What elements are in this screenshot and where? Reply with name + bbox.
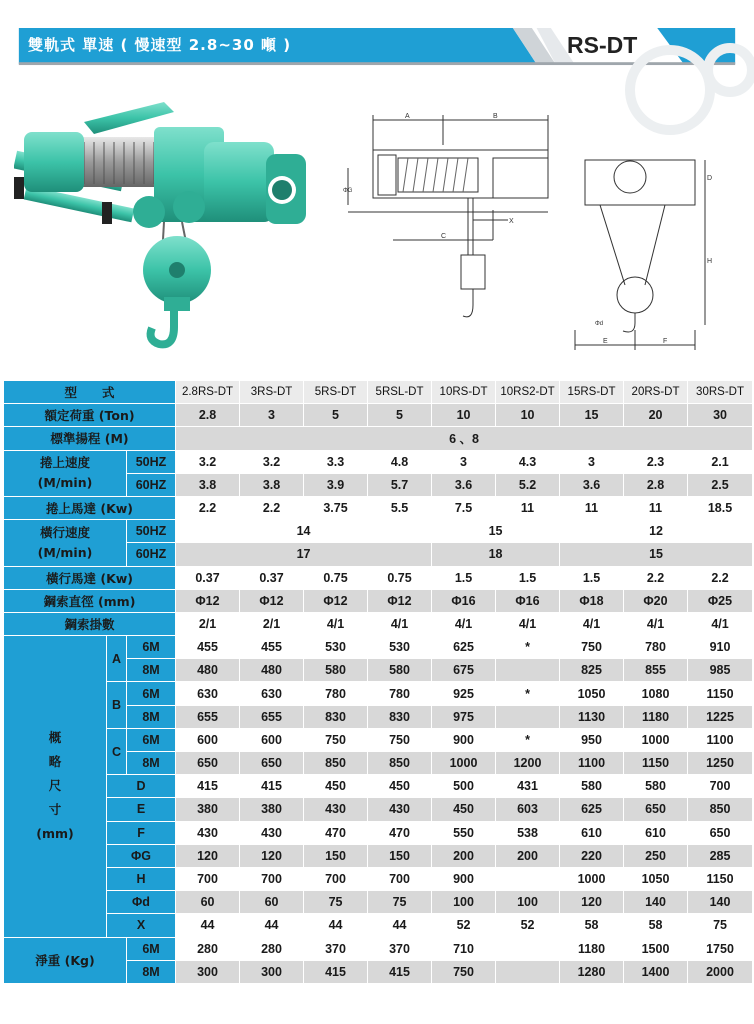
table-row (4, 682, 753, 705)
value-cell: 1250 (688, 752, 753, 775)
dim-letter: ΦG (107, 844, 176, 867)
value-cell: 655 (240, 705, 304, 728)
value-cell: 4.3 (496, 450, 560, 473)
value-cell: 1000 (432, 752, 496, 775)
value-cell (496, 705, 560, 728)
value-cell: 4/1 (304, 612, 368, 635)
value-cell: 11 (624, 496, 688, 519)
value-cell: 44 (176, 914, 240, 937)
model-name: 20RS-DT (624, 381, 688, 404)
value-cell: 431 (496, 775, 560, 798)
value-cell: Φ18 (560, 589, 624, 612)
dim-letter: X (107, 914, 176, 937)
value-cell: 975 (432, 705, 496, 728)
value-cell: 120 (240, 844, 304, 867)
value-cell: 2/1 (176, 612, 240, 635)
value-cell: 600 (240, 728, 304, 751)
value-cell: 5.5 (368, 496, 432, 519)
value-cell: 1050 (624, 867, 688, 890)
value-cell: 60 (240, 891, 304, 914)
table-row (4, 450, 753, 473)
value-cell: 370 (368, 937, 432, 960)
length-label: 6M (127, 937, 176, 960)
value-cell: 900 (432, 728, 496, 751)
value-cell: 500 (432, 775, 496, 798)
table-row (4, 891, 753, 914)
value-cell: 0.37 (176, 566, 240, 589)
value-cell (496, 867, 560, 890)
value-cell: 5 (304, 404, 368, 427)
value-cell: 780 (624, 636, 688, 659)
value-cell: 15 (432, 520, 560, 543)
value-cell: 415 (240, 775, 304, 798)
value-cell: Φ12 (240, 589, 304, 612)
value-cell (496, 659, 560, 682)
row-label: 橫行速度 (M/min) (4, 520, 127, 566)
value-cell: 4/1 (624, 612, 688, 635)
value-cell: 430 (176, 821, 240, 844)
table-row (4, 798, 753, 821)
value-cell: 650 (240, 752, 304, 775)
value-cell: 630 (240, 682, 304, 705)
dim-label-d: D (707, 175, 713, 182)
value-cell: 630 (176, 682, 240, 705)
value-cell: 750 (560, 636, 624, 659)
dim-letter: A (107, 636, 127, 682)
value-cell (496, 937, 560, 960)
value-cell: 2.8 (176, 404, 240, 427)
table-row (4, 589, 753, 612)
value-cell: 140 (624, 891, 688, 914)
value-cell: 1000 (624, 728, 688, 751)
value-cell: 650 (624, 798, 688, 821)
value-cell: 3 (240, 404, 304, 427)
front-view-diagram (565, 145, 715, 355)
value-cell: 415 (368, 960, 432, 983)
dim-label-phig: ΦG (343, 188, 353, 194)
value-cell: 2/1 (240, 612, 304, 635)
value-cell: 415 (304, 960, 368, 983)
value-cell: 830 (304, 705, 368, 728)
value-cell: 850 (688, 798, 753, 821)
value-cell: 650 (176, 752, 240, 775)
table-row (4, 404, 753, 427)
value-cell: 415 (176, 775, 240, 798)
value-cell: 1150 (624, 752, 688, 775)
hz-label: 50HZ (127, 450, 176, 473)
value-cell: 2.2 (240, 496, 304, 519)
value-cell: 2000 (688, 960, 753, 983)
value-cell: 11 (496, 496, 560, 519)
value-cell: 44 (240, 914, 304, 937)
value-cell: 1000 (560, 867, 624, 890)
value-cell: 455 (176, 636, 240, 659)
value-cell: 1050 (560, 682, 624, 705)
row-label: 淨重 (Kg) (4, 937, 127, 983)
value-cell: 700 (688, 775, 753, 798)
value-cell: 610 (624, 821, 688, 844)
value-cell: Φ12 (304, 589, 368, 612)
table-row (4, 566, 753, 589)
value-cell: 75 (368, 891, 432, 914)
value-cell: 140 (688, 891, 753, 914)
value-cell: 1280 (560, 960, 624, 983)
table-row (4, 427, 753, 450)
value-cell: 1100 (688, 728, 753, 751)
value-cell: 100 (432, 891, 496, 914)
value-cell: 1.5 (560, 566, 624, 589)
value-cell: 825 (560, 659, 624, 682)
value-cell: 300 (240, 960, 304, 983)
value-cell: 700 (176, 867, 240, 890)
value-cell: 300 (176, 960, 240, 983)
value-cell: 4/1 (560, 612, 624, 635)
value-cell: 0.37 (240, 566, 304, 589)
value-cell: 52 (432, 914, 496, 937)
value-cell: 7.5 (432, 496, 496, 519)
model-name: 3RS-DT (240, 381, 304, 404)
model-name: 10RS2-DT (496, 381, 560, 404)
value-cell: 0.75 (368, 566, 432, 589)
length-label: 8M (127, 659, 176, 682)
value-cell: 18.5 (688, 496, 753, 519)
value-cell: 120 (176, 844, 240, 867)
value-cell: 700 (240, 867, 304, 890)
model-code: RS-DT (567, 32, 638, 58)
row-label: 橫行馬達 (Kw) (4, 566, 176, 589)
value-cell: Φ16 (496, 589, 560, 612)
value-cell: 4.8 (368, 450, 432, 473)
value-cell: 750 (368, 728, 432, 751)
length-label: 8M (127, 705, 176, 728)
value-cell: 1150 (688, 867, 753, 890)
table-row (4, 728, 753, 751)
value-cell: 580 (624, 775, 688, 798)
table-row (4, 914, 753, 937)
value-cell: 2.3 (624, 450, 688, 473)
row-label: 鋼索直徑 (mm) (4, 589, 176, 612)
value-cell: 600 (176, 728, 240, 751)
table-row (4, 844, 753, 867)
length-label: 6M (127, 682, 176, 705)
value-cell: 530 (304, 636, 368, 659)
value-cell: 2.2 (688, 566, 753, 589)
value-cell: 3 (560, 450, 624, 473)
value-cell: 75 (304, 891, 368, 914)
value-cell: 603 (496, 798, 560, 821)
model-label: 型 式 (4, 381, 176, 404)
value-cell: 780 (368, 682, 432, 705)
value-cell: 530 (368, 636, 432, 659)
value-cell: 100 (496, 891, 560, 914)
dim-letter: D (107, 775, 176, 798)
value-cell: 480 (240, 659, 304, 682)
value-cell: 60 (176, 891, 240, 914)
dimension-label: 概 略 尺 寸 (mm) (4, 636, 107, 937)
value-cell: 2.5 (688, 473, 753, 496)
table-row (4, 775, 753, 798)
value-cell: 10 (432, 404, 496, 427)
value-cell: 3 (432, 450, 496, 473)
value-cell: 380 (240, 798, 304, 821)
value-cell: 5.7 (368, 473, 432, 496)
value-cell: 17 (176, 543, 432, 566)
page-title: 雙軌式 單速 ( 慢速型 2.8~30 噸 ) (28, 36, 292, 54)
value-cell: 625 (432, 636, 496, 659)
value-cell: * (496, 636, 560, 659)
dim-label-x: X (509, 218, 514, 225)
value-cell: 200 (432, 844, 496, 867)
dim-letter: F (107, 821, 176, 844)
row-label: 捲上馬達 (Kw) (4, 496, 176, 519)
value-cell: 3.8 (176, 473, 240, 496)
value-cell: 900 (432, 867, 496, 890)
value-cell: 3.8 (240, 473, 304, 496)
row-label: 捲上速度 (M/min) (4, 450, 127, 496)
value-cell: 700 (304, 867, 368, 890)
dim-label-a: A (405, 113, 410, 120)
value-cell: 5.2 (496, 473, 560, 496)
value-cell: 44 (368, 914, 432, 937)
side-view-diagram (343, 110, 558, 335)
value-cell: 15 (560, 404, 624, 427)
value-cell: 18 (432, 543, 560, 566)
value-cell: 280 (240, 937, 304, 960)
value-cell: 450 (304, 775, 368, 798)
value-cell: 455 (240, 636, 304, 659)
value-cell: 430 (368, 798, 432, 821)
value-cell: 1750 (688, 937, 753, 960)
value-cell: 925 (432, 682, 496, 705)
value-cell: 220 (560, 844, 624, 867)
value-cell: 3.75 (304, 496, 368, 519)
value-cell: 58 (560, 914, 624, 937)
value-cell: 850 (368, 752, 432, 775)
value-cell: 750 (432, 960, 496, 983)
value-cell: 10 (496, 404, 560, 427)
value-cell: 3.9 (304, 473, 368, 496)
value-cell: * (496, 728, 560, 751)
value-cell (496, 960, 560, 983)
value-cell: 710 (432, 937, 496, 960)
value-cell: * (496, 682, 560, 705)
value-cell: 910 (688, 636, 753, 659)
value-cell: 52 (496, 914, 560, 937)
value-cell: 3.2 (176, 450, 240, 473)
value-cell: 580 (368, 659, 432, 682)
value-cell: 675 (432, 659, 496, 682)
value-cell: 655 (176, 705, 240, 728)
dim-label-phid: Φd (595, 321, 604, 327)
value-cell: 15 (560, 543, 753, 566)
value-cell: 4/1 (368, 612, 432, 635)
value-cell: 830 (368, 705, 432, 728)
table-row (4, 381, 753, 404)
length-label: 6M (127, 636, 176, 659)
value-cell: 4/1 (432, 612, 496, 635)
value-cell: 2.8 (624, 473, 688, 496)
value-cell: 2.2 (624, 566, 688, 589)
model-name: 5RS-DT (304, 381, 368, 404)
value-cell: 14 (176, 520, 432, 543)
value-cell: 1500 (624, 937, 688, 960)
value-cell: 200 (496, 844, 560, 867)
value-cell: 58 (624, 914, 688, 937)
value-cell: 11 (560, 496, 624, 519)
length-label: 8M (127, 960, 176, 983)
value-cell: 1225 (688, 705, 753, 728)
value-cell: 1.5 (496, 566, 560, 589)
value-cell: 1080 (624, 682, 688, 705)
dim-label-h: H (707, 258, 713, 265)
value-cell: Φ12 (368, 589, 432, 612)
value-cell: 750 (304, 728, 368, 751)
length-label: 8M (127, 752, 176, 775)
value-cell: 44 (304, 914, 368, 937)
gear-watermark-icon (560, 40, 754, 160)
row-label: 額定荷重 (Ton) (4, 404, 176, 427)
value-cell: 610 (560, 821, 624, 844)
value-cell: 650 (688, 821, 753, 844)
value-cell: 3.2 (240, 450, 304, 473)
value-cell: Φ16 (432, 589, 496, 612)
spec-table (3, 380, 753, 984)
value-cell: Φ20 (624, 589, 688, 612)
value-cell: 538 (496, 821, 560, 844)
hz-label: 60HZ (127, 543, 176, 566)
value-cell: 2.2 (176, 496, 240, 519)
value-cell: 985 (688, 659, 753, 682)
value-cell: 625 (560, 798, 624, 821)
value-cell: 1130 (560, 705, 624, 728)
value-cell: 285 (688, 844, 753, 867)
hoist-photo (14, 92, 314, 354)
model-name: 10RS-DT (432, 381, 496, 404)
table-row (4, 937, 753, 960)
value-cell: 5 (368, 404, 432, 427)
value-cell: 580 (560, 775, 624, 798)
dim-label-f: F (663, 338, 668, 345)
row-label: 標準揚程 (M) (4, 427, 176, 450)
value-cell: 780 (304, 682, 368, 705)
dim-letter: E (107, 798, 176, 821)
value-cell: 280 (176, 937, 240, 960)
model-name: 2.8RS-DT (176, 381, 240, 404)
value-cell: 1180 (624, 705, 688, 728)
value-cell: 3.3 (304, 450, 368, 473)
value-cell: 0.75 (304, 566, 368, 589)
value-cell: 450 (368, 775, 432, 798)
value-cell: 3.6 (560, 473, 624, 496)
value-cell: 6 、8 (176, 427, 753, 450)
value-cell: 1200 (496, 752, 560, 775)
value-cell: 1180 (560, 937, 624, 960)
value-cell: 950 (560, 728, 624, 751)
value-cell: 1.5 (432, 566, 496, 589)
model-name: 5RSL-DT (368, 381, 432, 404)
hz-label: 60HZ (127, 473, 176, 496)
dim-label-b: B (493, 113, 498, 120)
value-cell: 1400 (624, 960, 688, 983)
value-cell: 480 (176, 659, 240, 682)
value-cell: 450 (432, 798, 496, 821)
dim-label-c: C (441, 233, 447, 240)
model-name: 30RS-DT (688, 381, 753, 404)
table-row (4, 636, 753, 659)
value-cell: 30 (688, 404, 753, 427)
value-cell: 370 (304, 937, 368, 960)
value-cell: 250 (624, 844, 688, 867)
value-cell: 1150 (688, 682, 753, 705)
dim-letter: C (107, 728, 127, 774)
value-cell: 120 (560, 891, 624, 914)
table-row (4, 496, 753, 519)
table-row (4, 867, 753, 890)
table-row (4, 612, 753, 635)
value-cell: 380 (176, 798, 240, 821)
value-cell: 470 (368, 821, 432, 844)
dim-letter: H (107, 867, 176, 890)
length-label: 6M (127, 728, 176, 751)
value-cell: 550 (432, 821, 496, 844)
value-cell: 470 (304, 821, 368, 844)
table-row (4, 520, 753, 543)
value-cell: 150 (368, 844, 432, 867)
hz-label: 50HZ (127, 520, 176, 543)
model-name: 15RS-DT (560, 381, 624, 404)
value-cell: 12 (560, 520, 753, 543)
value-cell: 4/1 (688, 612, 753, 635)
value-cell: 430 (240, 821, 304, 844)
dim-letter: B (107, 682, 127, 728)
value-cell: Φ25 (688, 589, 753, 612)
value-cell: 2.1 (688, 450, 753, 473)
table-row (4, 821, 753, 844)
value-cell: 3.6 (432, 473, 496, 496)
value-cell: 4/1 (496, 612, 560, 635)
value-cell: 1100 (560, 752, 624, 775)
value-cell: 150 (304, 844, 368, 867)
value-cell: Φ12 (176, 589, 240, 612)
row-label: 鋼索掛數 (4, 612, 176, 635)
value-cell: 580 (304, 659, 368, 682)
value-cell: 20 (624, 404, 688, 427)
value-cell: 850 (304, 752, 368, 775)
value-cell: 75 (688, 914, 753, 937)
dim-label-e: E (603, 338, 608, 345)
value-cell: 855 (624, 659, 688, 682)
value-cell: 700 (368, 867, 432, 890)
value-cell: 430 (304, 798, 368, 821)
dim-letter: Φd (107, 891, 176, 914)
